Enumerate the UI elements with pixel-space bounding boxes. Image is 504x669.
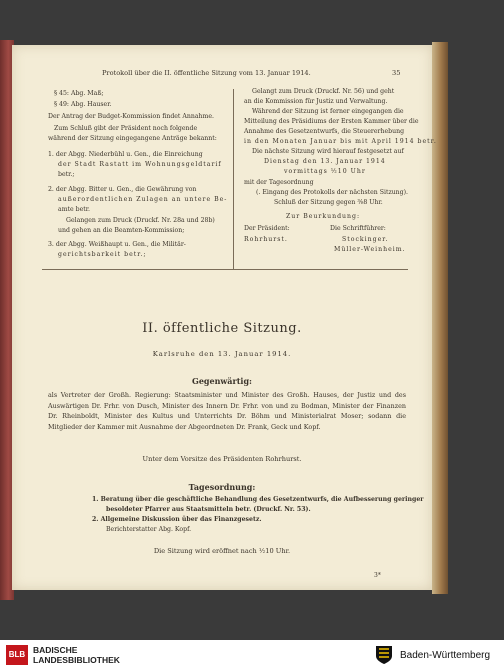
rapporteur: Berichterstatter Abg. Kopf. xyxy=(106,526,192,533)
text-line: § 45: Abg. Maß; xyxy=(54,90,104,97)
text-line: 3. der Abgg. Weißhaupt u. Gen., die Militär- xyxy=(48,241,186,248)
signature-mark: 3* xyxy=(374,572,381,579)
text-line: Gelangt zum Druck (Druckf. Nr. 56) und geht xyxy=(252,88,395,95)
next-session-date: Dienstag den 13. Januar 1914 xyxy=(264,158,386,165)
agenda-item: 2. Allgemeine Diskussion über das Finanzgesetz. xyxy=(92,516,262,523)
text-line: Zum Schluß gibt der Präsident noch folgende xyxy=(54,125,198,132)
blb-logo-text: BLB xyxy=(8,650,26,659)
book-edge xyxy=(432,42,448,594)
certification-heading: Zur Beurkundung: xyxy=(286,213,361,220)
signature-name: Rohrhurst. xyxy=(244,236,288,243)
document-page xyxy=(12,45,437,590)
text-line: während der Sitzung eingegangene Anträge bekannt: xyxy=(48,135,217,142)
state-name: Baden-Württemberg xyxy=(400,650,491,661)
signature-label: Der Präsident: xyxy=(244,225,290,232)
library-line-2: LANDESBIBLIOTHEK xyxy=(33,655,120,665)
text-line: (. Eingang des Protokolls der nächsten Sitzung). xyxy=(256,189,409,196)
text-line: Während der Sitzung ist ferner eingegangen die xyxy=(252,108,404,115)
text-line: außerordentlichen Zulagen an untere Be- xyxy=(58,196,228,203)
text-line: Gelangen zum Druck (Druckf. Nr. 28a und 28b) xyxy=(66,217,215,224)
chair-line: Unter dem Vorsitze des Präsidenten Rohrhurst. xyxy=(142,455,302,463)
place-date: Karlsruhe den 13. Januar 1914. xyxy=(152,350,292,358)
text-line: 2. der Abgg. Bitter u. Gen., die Gewährung von xyxy=(48,186,197,193)
text-line: § 49: Abg. Hauser. xyxy=(54,101,112,108)
text-line: der Stadt Rastatt im Wohnungsgeldtarif xyxy=(58,161,222,168)
signature-name: Stockinger. xyxy=(342,236,389,243)
agenda-item: 1. Beratung über die geschäftliche Behandlung des Gesetzentwurfs, die Aufbesserung geringer xyxy=(92,496,424,503)
library-line-1: BADISCHE xyxy=(33,645,78,655)
opening-line: Die Sitzung wird eröffnet nach ½10 Uhr. xyxy=(153,547,291,555)
text-line: Mitteilung des Präsidiums der Ersten Kammer über die xyxy=(244,118,419,125)
text-line: Schluß der Sitzung gegen ⅜8 Uhr. xyxy=(274,199,383,206)
session-title: II. öffentliche Sitzung. xyxy=(142,321,302,336)
text-line: in den Monaten Januar bis mit April 1914 betr. xyxy=(244,138,437,145)
page-number: 35 xyxy=(392,69,401,77)
blb-logo[interactable] xyxy=(6,645,28,665)
column-divider xyxy=(233,89,234,269)
text-line: gerichtsbarkeit betr.; xyxy=(58,251,147,258)
coat-of-arms-icon xyxy=(375,645,393,665)
text-line: betr.; xyxy=(58,171,75,178)
agenda-heading: Tagesordnung: xyxy=(188,482,256,492)
signature-name: Müller-Weinheim. xyxy=(334,246,406,253)
present-paragraph: als Vertreter der Großh. Regierung: Staatsminister und Minister des Großh. Hauses, der Justiz und des Auswärtigen Dr. Frhr. von Dusch, Minister des Innern Dr. Frhr. von und zu Bodman, Minister der Finanzen Dr. Rheinboldt, Minister des Kultus und Unterrichts Dr. Böhm und Ministerialrat Moser; sodann die Mitglieder der Kammer mit Ausnahme der Abgeordneten Dr. Frank, Geck und Kopf. xyxy=(48,391,406,431)
present-heading: Gegenwärtig: xyxy=(192,376,252,386)
library-name xyxy=(33,645,120,665)
section-rule xyxy=(42,269,408,270)
text-line: Der Antrag der Budget-Kommission findet Annahme. xyxy=(48,113,214,120)
text-line: Annahme des Gesetzentwurfs, die Steuererhebung xyxy=(244,128,405,135)
signature-label: Die Schriftführer: xyxy=(330,225,386,232)
text-line: mit der Tagesordnung xyxy=(244,179,314,186)
running-header: Protokoll über die II. öffentliche Sitzung vom 13. Januar 1914. xyxy=(102,69,311,77)
text-line: an die Kommission für Justiz und Verwaltung. xyxy=(244,98,388,105)
next-session-time: vormittags ½10 Uhr xyxy=(284,168,366,175)
text-line: Die nächste Sitzung wird hierauf festgesetzt auf xyxy=(252,148,404,155)
text-line: und gehen an die Beamten-Kommission; xyxy=(58,227,185,234)
text-line: amte betr. xyxy=(58,206,91,213)
agenda-item-cont: besoldeter Pfarrer aus Staatsmitteln betr. (Druckf. Nr. 53). xyxy=(106,506,311,513)
text-line: 1. der Abgg. Niederbühl u. Gen., die Einreichung xyxy=(48,151,203,158)
